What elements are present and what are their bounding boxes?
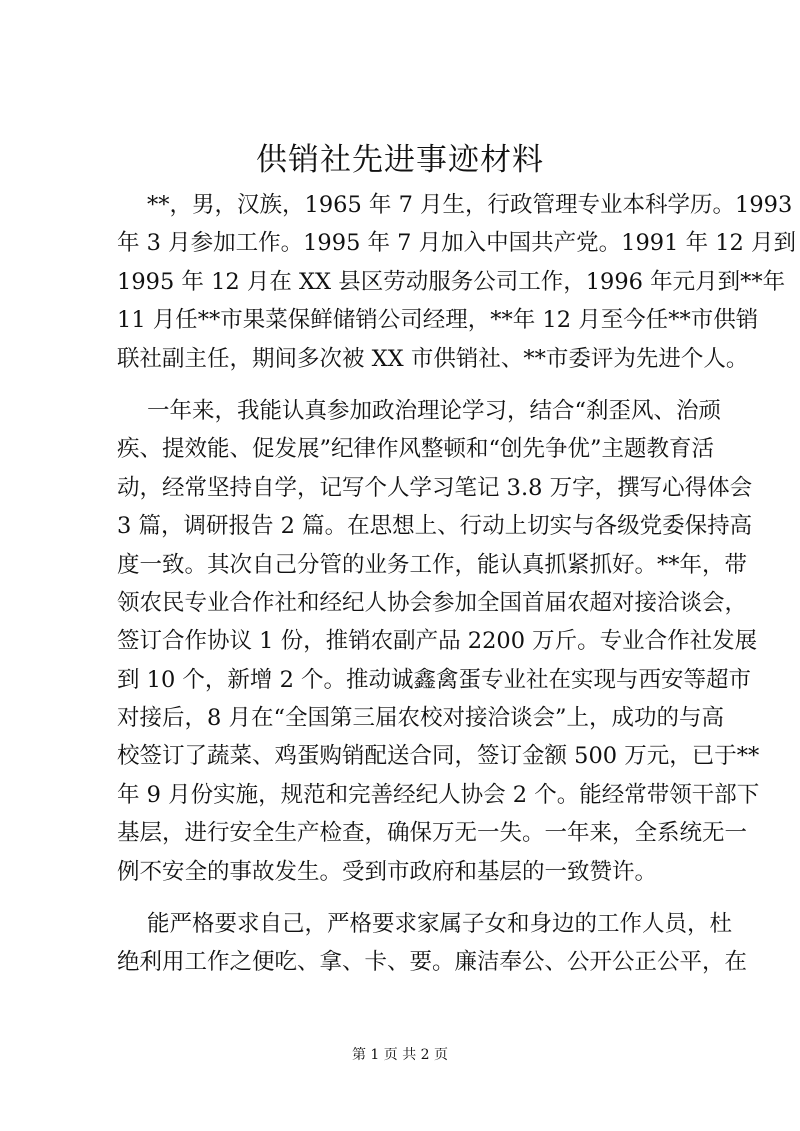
paragraph-line: 联社副主任，期间多次被 XX 市供销社、**市委评为先进个人。: [117, 345, 749, 372]
paragraph-line: 疾、提效能、促发展”纪律作风整顿和“创先争优”主题教育活: [117, 436, 715, 463]
paragraph-line: 签订合作协议 1 份，推销农副产品 2200 万斤。专业合作社发展: [117, 628, 758, 655]
paragraph-line: 3 篇，调研报告 2 篇。在思想上、行动上切实与各级党委保持高: [117, 513, 753, 540]
paragraph-line: 动，经常坚持自学，记写个人学习笔记 3.8 万字，撰写心得体会: [117, 474, 753, 501]
document-body: [117, 186, 796, 982]
paragraph-intro: [117, 186, 796, 378]
paragraph-line: 对接后，8 月在“全国第三届农校对接洽谈会”上，成功的与高: [117, 705, 724, 732]
paragraph-line: 基层，进行安全生产检查，确保万无一失。一年来，全系统无一: [117, 820, 748, 847]
paragraph-line: 一年来，我能认真参加政治理论学习，结合“刹歪风、治顽: [147, 397, 722, 424]
paragraph-line: 11 月任**市果菜保鲜储销公司经理，**年 12 月至今任**市供销: [117, 307, 759, 334]
paragraph-line: **，男，汉族，1965 年 7 月生，行政管理专业本科学历。1993: [147, 192, 793, 218]
page-footer: 第 1 页 共 2 页: [351, 1047, 449, 1063]
paragraph-line: 校签订了蔬菜、鸡蛋购销配送合同，签订金额 500 万元，已于**: [117, 743, 760, 770]
paragraph-line: 年 3 月参加工作。1995 年 7 月加入中国共产党。1991 年 12 月到: [117, 230, 796, 257]
document-title: 供销社先进事迹材料: [256, 142, 544, 178]
paragraph-line: 能严格要求自己，严格要求家属子女和身边的工作人员，杜: [147, 911, 733, 938]
paragraph-integrity: [117, 905, 748, 982]
paragraph-line: 到 10 个，新增 2 个。推动诚鑫禽蛋专业社在实现与西安等超市: [117, 666, 752, 693]
paragraph-line: 年 9 月份实施，规范和完善经纪人协会 2 个。能经常带领干部下: [117, 781, 760, 808]
paragraph-line: 例不安全的事故发生。受到市政府和基层的一致赞许。: [117, 858, 658, 885]
paragraph-gap: [117, 891, 700, 905]
paragraph-line: 领农民专业合作社和经纪人协会参加全国首届农超对接洽谈会，: [117, 589, 748, 616]
paragraph-line: 绝利用工作之便吃、拿、卡、要。廉洁奉公、公开公正公平，在: [117, 949, 748, 976]
paragraph-work: [117, 392, 760, 891]
paragraph-line: 1995 年 12 月在 XX 县区劳动服务公司工作，1996 年元月到**年: [117, 268, 786, 295]
paragraph-line: 度一致。其次自己分管的业务工作，能认真抓紧抓好。**年，带: [117, 551, 748, 578]
paragraph-gap: [117, 378, 700, 392]
